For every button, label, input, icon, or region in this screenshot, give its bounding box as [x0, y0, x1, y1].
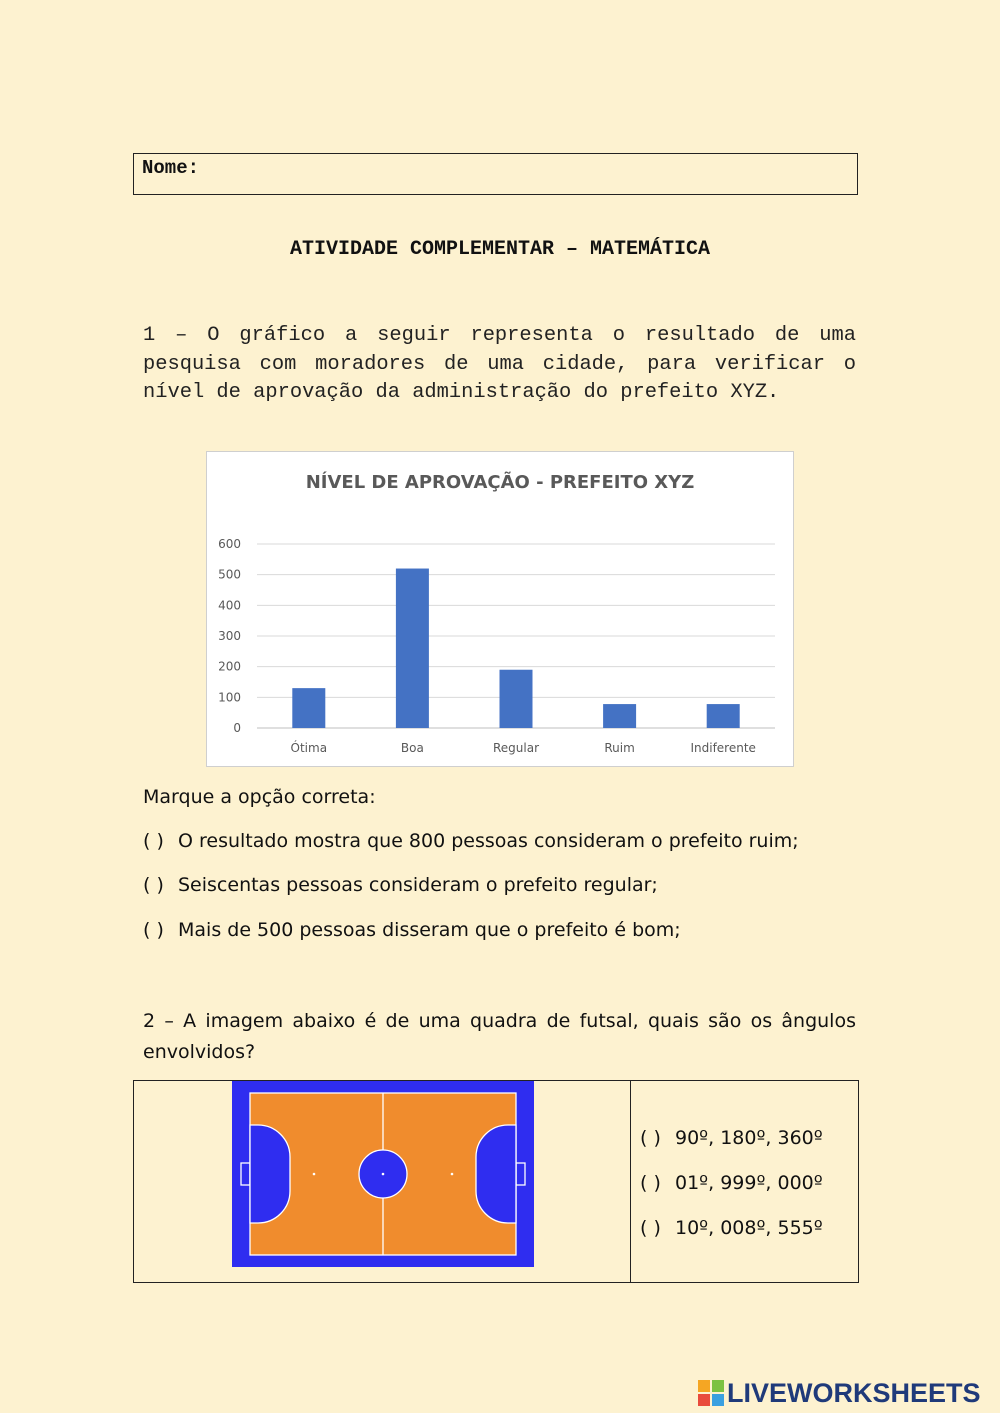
option-3-checkbox[interactable]: ( ) — [143, 919, 164, 941]
answer-option-2-checkbox[interactable]: ( ) — [640, 1172, 661, 1194]
option-1-checkbox[interactable]: ( ) — [143, 830, 164, 852]
chart-bar — [292, 688, 325, 728]
option-1-text: O resultado mostra que 800 pessoas consideram o prefeito ruim; — [178, 830, 799, 852]
question-2-text: 2 – A imagem abaixo é de uma quadra de futsal, quais são os ângulos envolvidos? — [143, 1010, 856, 1063]
name-field[interactable] — [133, 153, 858, 195]
answer-option-3[interactable] — [640, 1217, 823, 1239]
chart-y-tick-label: 600 — [218, 537, 241, 551]
liveworksheets-logo-icon — [698, 1380, 724, 1406]
chart-x-tick-label: Indiferente — [690, 741, 756, 755]
court-center-mark — [382, 1173, 385, 1176]
chart-y-tick-label: 200 — [218, 659, 241, 674]
option-3[interactable] — [143, 919, 681, 941]
chart-x-tick-label: Regular — [492, 741, 540, 755]
question-1-instruction: Marque a opção correta: — [143, 786, 376, 808]
chart-x-tick-label: Ótima — [290, 741, 328, 755]
chart-y-tick-label: 100 — [218, 690, 241, 705]
court-left-penalty-mark — [313, 1173, 316, 1176]
court-left-penalty-area — [250, 1125, 290, 1223]
page-title: ATIVIDADE COMPLEMENTAR – MATEMÁTICA — [289, 238, 711, 261]
answer-option-3-checkbox[interactable]: ( ) — [640, 1217, 661, 1239]
liveworksheets-brand-text: LIVEWORKSHEETS — [727, 1377, 981, 1408]
option-1[interactable] — [143, 830, 799, 852]
answer-option-2[interactable] — [640, 1172, 823, 1194]
answer-option-1-checkbox[interactable]: ( ) — [640, 1127, 661, 1149]
name-label: Nome: — [142, 157, 200, 179]
chart-x-tick-label: Ruim — [604, 741, 635, 755]
answer-option-1[interactable] — [640, 1127, 823, 1149]
option-2-checkbox[interactable]: ( ) — [143, 874, 164, 896]
question-1-text: 1 – O gráfico a seguir representa o resultado de uma pesquisa com moradores de uma cidade, para verificar o nível de aprovação da administração do prefeito XYZ. — [143, 324, 856, 405]
answer-option-1-text: 90º, 180º, 360º — [675, 1127, 823, 1149]
court-right-penalty-area — [476, 1125, 516, 1223]
chart-bar — [603, 704, 636, 728]
question-2-table — [133, 1080, 859, 1283]
chart-y-tick-label: 500 — [218, 567, 241, 582]
liveworksheets-logo — [698, 1377, 981, 1409]
option-2-text: Seiscentas pessoas consideram o prefeito regular; — [178, 874, 658, 896]
court-right-penalty-mark — [451, 1173, 454, 1176]
chart-bar — [396, 569, 429, 728]
table-divider — [630, 1081, 631, 1282]
chart-y-tick-label: 0 — [233, 721, 241, 735]
chart-y-tick-label: 400 — [218, 598, 241, 613]
answer-option-2-text: 01º, 999º, 000º — [675, 1172, 823, 1194]
bar-chart-svg — [207, 452, 793, 766]
answer-option-3-text: 10º, 008º, 555º — [675, 1217, 823, 1239]
option-3-text: Mais de 500 pessoas disseram que o prefeito é bom; — [178, 919, 681, 941]
option-2[interactable] — [143, 874, 658, 896]
futsal-court-image — [232, 1081, 534, 1267]
chart-title: NÍVEL DE APROVAÇÃO - PREFEITO XYZ — [305, 472, 695, 493]
chart-bar — [707, 704, 740, 728]
chart-x-tick-label: Boa — [400, 741, 424, 755]
chart-y-tick-label: 300 — [218, 629, 241, 643]
chart-bar — [500, 670, 533, 728]
approval-chart — [206, 451, 794, 767]
